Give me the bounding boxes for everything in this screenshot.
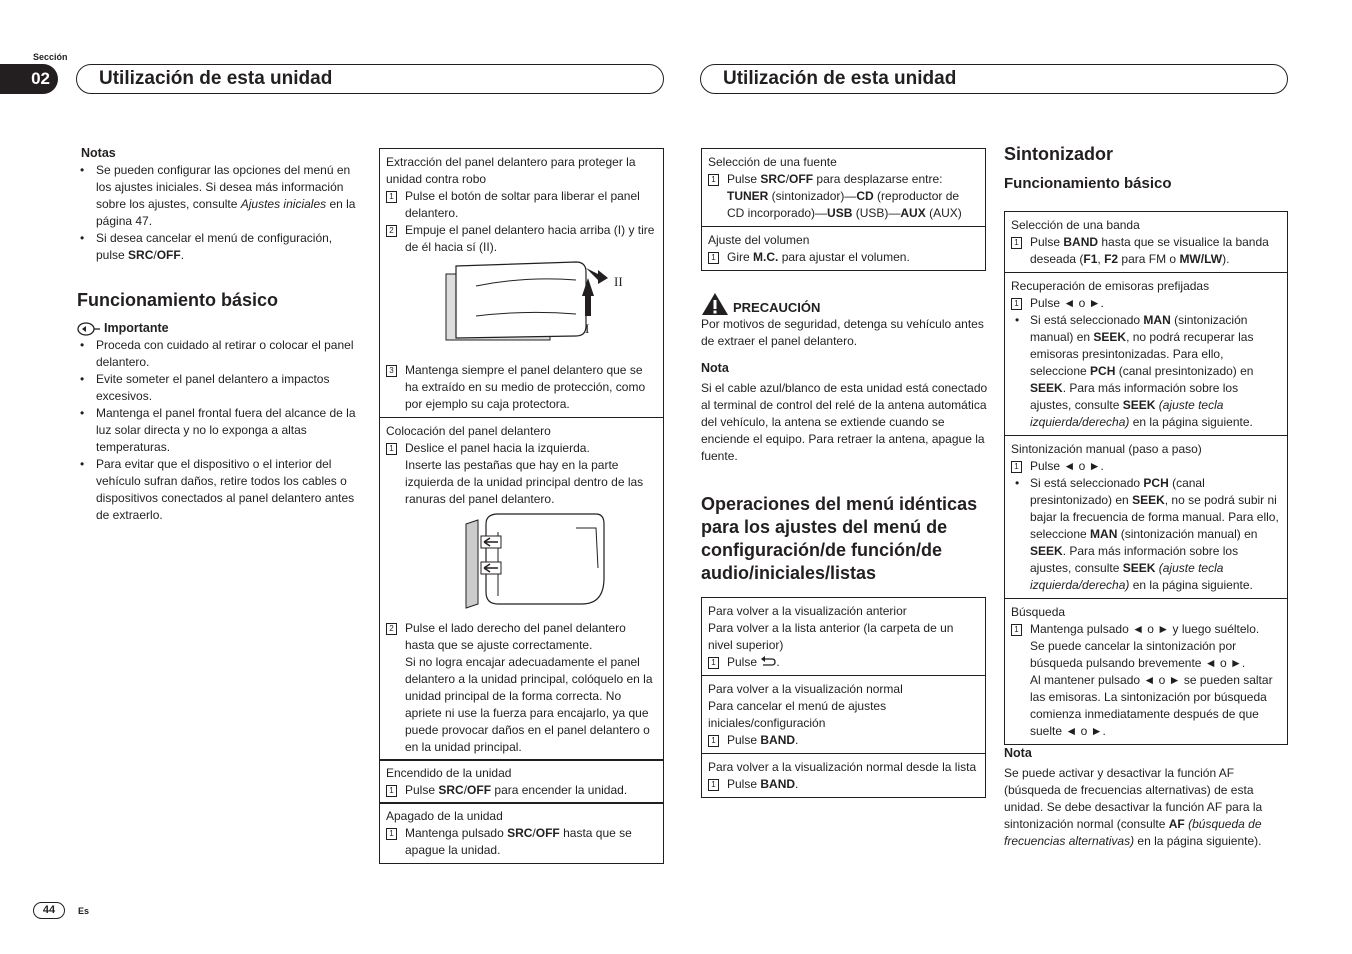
preset-cell — [1005, 273, 1287, 436]
section-heading-basic-operation: Funcionamiento básico — [77, 290, 279, 310]
normal-caption-1: Para volver a la visualización normal — [708, 682, 903, 696]
band-step: 1 Pulse BAND hasta que se visualice la banda deseada (F1, F2 para FM o MW/LW). — [1011, 234, 1281, 268]
back-cell — [702, 598, 985, 676]
tuner-heading: Sintonizador — [1004, 144, 1113, 164]
volume-cell — [702, 227, 985, 270]
source-cell — [702, 149, 985, 227]
important-item: • Mantenga el panel frontal fuera del alcance de la luz solar directa y no lo exponga a altas temperaturas. — [77, 405, 364, 456]
front-panel-box — [379, 148, 664, 761]
manual-caption: Sintonización manual (paso a paso) — [1011, 442, 1202, 456]
language-code: Es — [78, 906, 90, 916]
remove-caption: Extracción del panel delantero para proteger la unidad contra robo — [386, 155, 636, 186]
volume-step: 1 Gire M.C. para ajustar el volumen. — [708, 249, 979, 266]
power-off-cell — [380, 803, 663, 863]
column-1 — [77, 145, 364, 524]
manual-step: 1 Pulse ◄ o ►. — [1011, 458, 1281, 475]
normal-list-caption: Para volver a la visualización normal desde la lista — [708, 760, 977, 774]
caution-title: PRECAUCIÓN — [733, 300, 821, 315]
notes-title: Notas — [81, 146, 116, 160]
normal-step: 1 Pulse BAND. — [708, 732, 979, 749]
note-item: • Si desea cancelar el menú de configuración, pulse SRC/OFF. — [77, 230, 364, 264]
power-off-box — [379, 802, 664, 864]
tuner-subheading: Funcionamiento básico — [1004, 175, 1172, 192]
preset-step: 1 Pulse ◄ o ►. — [1011, 295, 1281, 312]
tuner-note-title: Nota — [1004, 746, 1032, 760]
power-on-box — [379, 759, 664, 804]
column-3-text — [701, 292, 988, 585]
source-caption: Selección de una fuente — [708, 155, 837, 169]
svg-text:I: I — [585, 321, 590, 336]
warning-icon — [701, 292, 729, 316]
back-step: 1 Pulse . — [708, 654, 979, 671]
important-item: • Evite someter el panel delantero a impactos excesivos. — [77, 371, 364, 405]
power-on-step: 1 Pulse SRC/OFF para encender la unidad. — [386, 782, 657, 799]
tuner-note — [1004, 745, 1291, 850]
attach-panel-illustration — [386, 508, 657, 620]
back-caption-2: Para volver a la lista anterior (la carpeta de un nivel superior) — [708, 621, 954, 652]
remove-step-2: 2 Empuje el panel delantero hacia arriba (I) y tire de él hacia sí (II). — [386, 222, 657, 256]
important-item: • Para evitar que el dispositivo o el interior del vehículo sufran daños, retire todos los cables o dispositivos conectados al panel delantero antes de extraerlo. — [77, 456, 364, 524]
remove-step-1: 1 Pulse el botón de soltar para liberar el panel delantero. — [386, 188, 657, 222]
seek-caption: Búsqueda — [1011, 605, 1066, 619]
back-icon — [760, 656, 776, 667]
caution-text: Por motivos de seguridad, detenga su vehículo antes de extraer el panel delantero. — [701, 317, 984, 348]
section-number: 02 — [0, 64, 58, 94]
section-label: Sección — [33, 52, 68, 62]
tuner-note-text: Se puede activar y desactivar la función AF (búsqueda de frecuencias alternativas) de esta unidad. Se debe desactivar la función AF para la sintonización normal (consulte AF (búsqueda de frecuencias alternativas) en la página siguiente). — [1004, 766, 1263, 848]
tuner-box — [1004, 211, 1288, 745]
power-off-step: 1 Mantenga pulsado SRC/OFF hasta que se apague la unidad. — [386, 825, 657, 859]
remove-step-3: 3 Mantenga siempre el panel delantero que se ha extraído en su medio de protección, como por ejemplo su caja protectora. — [386, 362, 657, 413]
band-caption: Selección de una banda — [1011, 218, 1140, 232]
page-number: 44 — [33, 902, 65, 919]
manual-bullet: • Si está seleccionado PCH (canal presintonizado) en SEEK, no se podrá subir ni bajar la frecuencia de forma manual. Para ello, seleccione MAN (sintonización manual) en SEEK. Para más información sobre los ajustes, consulte SEEK (ajuste tecla izquierda/derecha) en la página siguiente. — [1011, 475, 1281, 594]
menu-operations-box-1 — [701, 597, 986, 798]
attach-step-2: 2 Pulse el lado derecho del panel delantero hasta que se ajuste correctamente. Si no logra encajar adecuadamente el panel delantero a la unidad principal, colóquelo en la unidad principal de la forma correcta. No apriete ni use la fuerza para encajarlo, ya que puede provocar daños en el panel delantero o en la unidad principal. — [386, 620, 657, 756]
attach-caption: Colocación del panel delantero — [386, 424, 551, 438]
svg-text:II: II — [614, 274, 623, 289]
right-header-title: Utilización de esta unidad — [700, 64, 1288, 94]
note-text: Si el cable azul/blanco de esta unidad está conectado al terminal de control del relé de la antena automática del vehículo, la antena se extiende cuando se enciende el equipo. Para retraer la antena, apague la fuente. — [701, 381, 988, 463]
seek-step: 1 Mantenga pulsado ◄ o ► y luego suéltelo. Se puede cancelar la sintonización por búsqueda pulsando brevemente ◄ o ►. Al mantener pulsado ◄ o ► se pueden saltar las emisoras. La sintonización por búsqueda comienza inmediatamente después de que suelte ◄ o ►. — [1011, 621, 1281, 740]
normal-cell — [702, 676, 985, 754]
important-item: • Proceda con cuidado al retirar o colocar el panel delantero. — [77, 337, 364, 371]
menu-operations-heading: Operaciones del menú idénticas para los ajustes del menú de configuración/de función/de audio/iniciales/listas — [701, 494, 978, 583]
preset-bullet: • Si está seleccionado MAN (sintonización manual) en SEEK, no podrá recuperar las emisoras presintonizadas. Para ello, seleccione PCH (canal presintonizado) en SEEK. Para más información sobre los ajustes, consulte SEEK (ajuste tecla izquierda/derecha) en la página siguiente. — [1011, 312, 1281, 431]
remove-panel-cell — [380, 149, 663, 418]
normal-list-step: 1 Pulse BAND. — [708, 776, 979, 793]
left-header-title: Utilización de esta unidad — [76, 64, 664, 94]
important-list — [77, 337, 364, 524]
column-4-heading — [1004, 143, 1291, 194]
attach-panel-cell — [380, 418, 663, 760]
back-caption-1: Para volver a la visualización anterior — [708, 604, 907, 618]
seek-cell — [1005, 599, 1287, 744]
band-cell — [1005, 212, 1287, 273]
source-step: 1 Pulse SRC/OFF para desplazarse entre: TUNER (sintonizador)—CD (reproductor de CD incorporado)—USB (USB)—AUX (AUX) — [708, 171, 979, 222]
power-on-caption: Encendido de la unidad — [386, 766, 512, 780]
preset-caption: Recuperación de emisoras prefijadas — [1011, 279, 1210, 293]
normal-list-cell — [702, 754, 985, 797]
manual-cell — [1005, 436, 1287, 599]
power-off-caption: Apagado de la unidad — [386, 809, 503, 823]
important-title: Importante — [104, 321, 169, 335]
normal-caption-2: Para cancelar el menú de ajustes iniciales/configuración — [708, 699, 887, 730]
important-header — [77, 320, 364, 337]
volume-caption: Ajuste del volumen — [708, 233, 810, 247]
power-on-cell — [380, 760, 663, 803]
source-volume-box — [701, 148, 986, 271]
caution-header — [701, 292, 988, 316]
notes-list — [77, 162, 364, 264]
important-icon — [77, 322, 101, 336]
note-title: Nota — [701, 361, 729, 375]
remove-panel-illustration — [386, 256, 657, 362]
note-item: • Se pueden configurar las opciones del menú en los ajustes iniciales. Si desea más información sobre los ajustes, consulte Ajustes iniciales en la página 47. — [77, 162, 364, 230]
attach-step-1: 1 Deslice el panel hacia la izquierda. Inserte las pestañas que hay en la parte izquierda de la unidad principal dentro de las ranuras del panel delantero. — [386, 440, 657, 508]
